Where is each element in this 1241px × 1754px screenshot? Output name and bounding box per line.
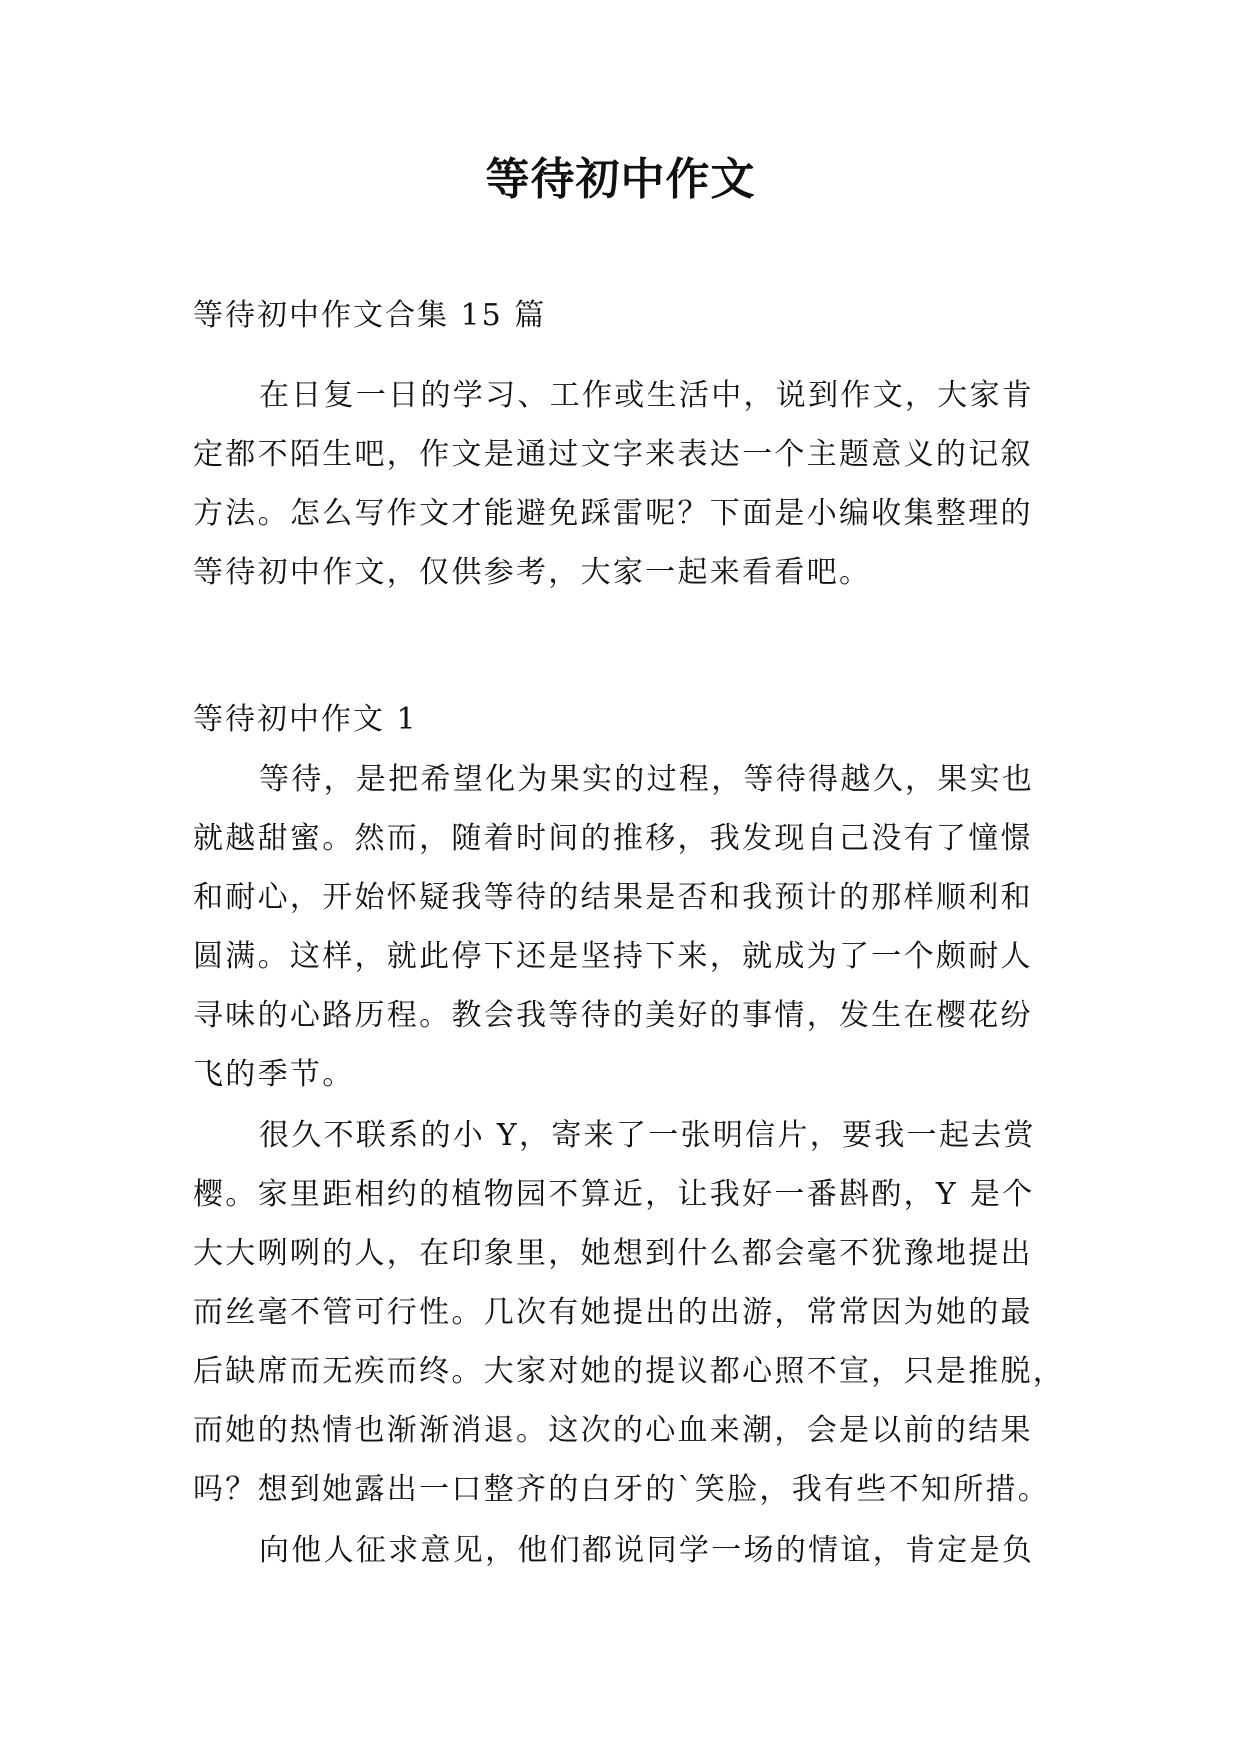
paragraph-line: 而丝毫不管可行性。几次有她提出的出游，常常因为她的最 [193,1295,1033,1330]
page-title: 等待初中作文 [485,154,756,205]
intro-paragraph [193,366,1053,602]
collection-subtitle: 等待初中作文合集 15 篇 [193,298,547,333]
paragraph-line: 大大咧咧的人，在印象里，她想到什么都会毫不犹豫地提出 [193,1236,1033,1271]
intro-line: 方法。怎么写作文才能避免踩雷呢？下面是小编收集整理的 [193,496,1033,531]
paragraph-line: 吗？想到她露出一口整齐的白牙的`笑脸，我有些不知所措。 [193,1472,1051,1507]
paragraph-line: 而她的热情也渐渐消退。这次的心血来潮，会是以前的结果 [193,1413,1033,1448]
paragraph-line: 樱。家里距相约的植物园不算近，让我好一番斟酌，Y 是个 [193,1177,1035,1212]
paragraph-line: 圆满。这样，就此停下还是坚持下来，就成为了一个颇耐人 [193,939,1033,974]
paragraph-line: 和耐心，开始怀疑我等待的结果是否和我预计的那样顺利和 [193,880,1033,915]
paragraph-line: 向他人征求意见，他们都说同学一场的情谊，肯定是负 [259,1533,1035,1568]
paragraph-line: 飞的季节。 [193,1057,355,1092]
paragraph-line: 后缺席而无疾而终。大家对她的提议都心照不宣，只是推脱， [193,1354,1066,1389]
body-paragraph-2 [193,1106,1066,1519]
body-paragraph-1 [193,750,1053,1104]
paragraph-line: 等待，是把希望化为果实的过程，等待得越久，果实也 [259,762,1035,797]
intro-line: 等待初中作文，仅供参考，大家一起来看看吧。 [193,555,872,590]
intro-line: 定都不陌生吧，作文是通过文字来表达一个主题意义的记叙 [193,437,1033,472]
paragraph-line: 就越甜蜜。然而，随着时间的推移，我发现自己没有了憧憬 [193,821,1033,856]
body-paragraph-3 [193,1521,1053,1580]
paragraph-line: 寻味的心路历程。教会我等待的美好的事情，发生在樱花纷 [193,998,1033,1033]
section-heading: 等待初中作文 1 [193,702,418,737]
paragraph-line: 很久不联系的小 Y，寄来了一张明信片，要我一起去赏 [259,1118,1036,1153]
intro-line: 在日复一日的学习、工作或生活中，说到作文，大家肯 [259,378,1035,413]
